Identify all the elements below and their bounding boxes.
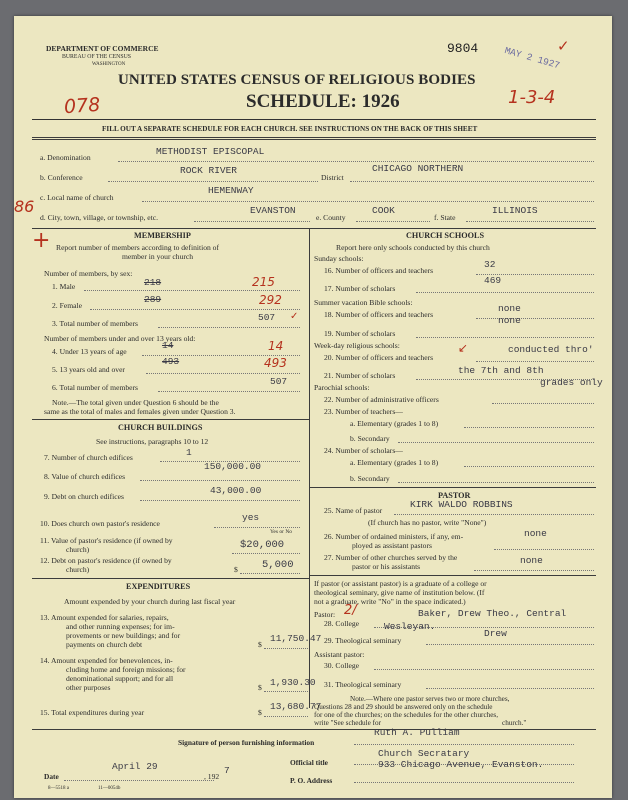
q3-value: 507 bbox=[258, 312, 276, 323]
main-title: UNITED STATES CENSUS OF RELIGIOUS BODIES bbox=[118, 72, 476, 88]
q13-label-2: and other running expenses; for im- bbox=[66, 622, 175, 631]
q30-label: 30. College bbox=[324, 661, 360, 670]
q1-old-value: 218 bbox=[144, 277, 162, 288]
pastor-note-3: for one of the churches; on the schedules for the other churches, bbox=[314, 711, 499, 719]
conference-value: ROCK RIVER bbox=[180, 165, 238, 176]
q21-value: the 7th and 8th bbox=[458, 365, 544, 376]
district-label: District bbox=[321, 173, 344, 182]
q4-value: 14 bbox=[268, 339, 284, 353]
district-value: CHICAGO NORTHERN bbox=[372, 163, 464, 174]
county-label: e. County bbox=[316, 213, 346, 222]
q18-label: 18. Number of officers and teachers bbox=[324, 310, 434, 319]
buildings-heading: CHURCH BUILDINGS bbox=[118, 423, 203, 432]
q9-value: 43,000.00 bbox=[210, 485, 262, 496]
q4-old-value: 14 bbox=[162, 340, 174, 351]
instruction-line: FILL OUT A SEPARATE SCHEDULE FOR EACH CHURCH. SEE INSTRUCTIONS ON THE BACK OF THIS SHEET bbox=[102, 125, 478, 133]
city-value: EVANSTON bbox=[250, 205, 296, 216]
q23b-label: b. Secondary bbox=[350, 434, 390, 443]
q13-dollar: $ bbox=[258, 640, 262, 649]
q22-label: 22. Number of administrative officers bbox=[324, 395, 439, 404]
q3-check: ✓ bbox=[290, 311, 299, 322]
q21-label: 21. Number of scholars bbox=[324, 371, 396, 380]
pastor-mark: 2/ bbox=[344, 603, 357, 618]
q12-value: 5,000 bbox=[262, 559, 294, 571]
q27-value: none bbox=[520, 555, 543, 566]
denomination-value: METHODIST EPISCOPAL bbox=[156, 146, 265, 157]
buildings-intro: See instructions, paragraphs 10 to 12 bbox=[96, 437, 209, 446]
denomination-label: a. Denomination bbox=[40, 153, 91, 162]
q18-value-2: none bbox=[498, 315, 521, 326]
date-label: Date bbox=[44, 772, 59, 781]
q2-value: 292 bbox=[259, 293, 282, 307]
q1-label: 1. Male bbox=[52, 282, 76, 291]
q5-value: 493 bbox=[264, 356, 287, 370]
by-sex-label: Number of members, by sex: bbox=[44, 269, 133, 278]
check-mark: ✓ bbox=[557, 37, 570, 55]
church-name-value: HEMENWAY bbox=[208, 185, 254, 196]
red-cross-mark: + bbox=[32, 228, 51, 253]
q7-label: 7. Number of church edifices bbox=[44, 453, 133, 462]
q21-value-2: grades only bbox=[540, 377, 603, 388]
q12-label-2: church) bbox=[66, 565, 90, 574]
q15-label: 15. Total expenditures during year bbox=[40, 708, 145, 717]
q26-value: none bbox=[524, 528, 547, 539]
q28-label: 28. College bbox=[324, 619, 360, 628]
q18-value: none bbox=[498, 303, 521, 314]
q14-dollar: $ bbox=[258, 683, 262, 692]
parochial-label: Parochial schools: bbox=[314, 383, 370, 392]
graduate-note-2: theological seminary, give name of institution below. (If bbox=[314, 588, 485, 597]
membership-note: Note.—The total given under Question 6 should be the bbox=[52, 398, 219, 407]
date-received-stamp: MAY 2 1927 bbox=[503, 45, 562, 72]
q5-label: 5. 13 years old and over bbox=[52, 365, 125, 374]
q31-label: 31. Theological seminary bbox=[324, 680, 402, 689]
church-name-label: c. Local name of church bbox=[40, 193, 114, 202]
membership-note-2: same as the total of males and females given under Question 3. bbox=[44, 407, 236, 416]
q11-label-2: church) bbox=[66, 545, 90, 554]
q2-label: 2. Female bbox=[52, 301, 82, 310]
sunday-label: Sunday schools: bbox=[314, 254, 364, 263]
q3-label: 3. Total number of members bbox=[52, 319, 139, 328]
q7-value: 1 bbox=[186, 447, 192, 458]
q1-value: 215 bbox=[252, 275, 275, 289]
q8-label: 8. Value of church edifices bbox=[44, 472, 126, 481]
po-address-label: P. O. Address bbox=[290, 776, 333, 785]
city-label: d. City, town, village, or township, etc. bbox=[40, 213, 159, 222]
year-prefix: , 192 bbox=[204, 772, 220, 781]
q16-value: 32 bbox=[484, 259, 496, 270]
census-schedule-page bbox=[14, 16, 612, 798]
membership-heading: MEMBERSHIP bbox=[134, 231, 191, 240]
form-number: 9804 bbox=[447, 41, 479, 56]
assistant-label: Assistant pastor: bbox=[314, 650, 365, 659]
pastor-note-2: Questions 28 and 29 should be answered only on the schedule bbox=[314, 703, 493, 711]
q11-label: 11. Value of pastor's residence (if owned by bbox=[40, 536, 173, 545]
q8-value: 150,000.00 bbox=[204, 461, 262, 472]
q20-arrow-mark: ↙ bbox=[458, 341, 469, 355]
official-title-value: Church Secratary bbox=[378, 748, 470, 759]
q28-value: Baker, Drew Theo., Central bbox=[418, 608, 567, 619]
q15-dollar: $ bbox=[258, 708, 262, 717]
membership-intro: Report number of members according to definition of bbox=[56, 243, 220, 252]
county-value: COOK bbox=[372, 205, 395, 216]
q14-label-2: cluding home and foreign missions; for bbox=[66, 665, 186, 674]
membership-intro-2: member in your church bbox=[122, 252, 194, 261]
q25-label: 25. Name of pastor bbox=[324, 506, 383, 515]
q10-value: yes bbox=[242, 512, 260, 523]
q14-value: 1,930.30 bbox=[270, 677, 316, 688]
year-value: 7 bbox=[224, 765, 230, 776]
graduate-note-3: not a graduate, write "No" in the space indicated.) bbox=[314, 597, 466, 606]
q24-label: 24. Number of scholars— bbox=[324, 446, 403, 455]
q25-note: (If church has no pastor, write "None") bbox=[368, 518, 487, 527]
q24a-label: a. Elementary (grades 1 to 8) bbox=[350, 458, 439, 467]
weekday-label: Week-day religious schools: bbox=[314, 341, 400, 350]
q23-label: 23. Number of teachers— bbox=[324, 407, 403, 416]
q26-label-2: ployed as assistant pastors bbox=[352, 541, 432, 550]
bureau-title: BUREAU OF THE CENSUS bbox=[62, 54, 131, 60]
q14-label-4: other purposes bbox=[66, 683, 111, 692]
date-value: April 29 bbox=[112, 761, 158, 772]
q13-label-4: payments on church debt bbox=[66, 640, 143, 649]
expenditures-intro: Amount expended by your church during last fiscal year bbox=[64, 597, 236, 606]
q9-label: 9. Debt on church edifices bbox=[44, 492, 124, 501]
q26-label: 26. Number of ordained ministers, if any, em- bbox=[324, 532, 464, 541]
note-code-134: 1-3-4 bbox=[508, 87, 556, 108]
pastor-label: Pastor: bbox=[314, 610, 336, 619]
signature-label: Signature of person furnishing information bbox=[178, 738, 315, 747]
q29-value: Drew bbox=[484, 628, 507, 639]
q12-label: 12. Debt on pastor's residence (if owned by bbox=[40, 556, 172, 565]
graduate-note: If pastor (or assistant pastor) is a graduate of a college or bbox=[314, 579, 487, 588]
po-address-value: 933 Chicago Avenue, Evanston. bbox=[378, 759, 544, 770]
q29-label: 29. Theological seminary bbox=[324, 636, 402, 645]
signature-value: Ruth A. Pulliam bbox=[374, 727, 460, 738]
q27-label-2: pastor or his assistants bbox=[352, 562, 421, 571]
yes-no-caption: Yes or No bbox=[270, 529, 293, 535]
form-code-1: 8—5518 a bbox=[48, 786, 69, 791]
pastor-note-4: write "See schedule for bbox=[314, 719, 381, 727]
q13-label-3: provements or new buildings; and for bbox=[66, 631, 181, 640]
q15-value: 13,680.77 bbox=[270, 701, 322, 712]
q11-value: $20,000 bbox=[240, 539, 285, 551]
note-code-078: 078 bbox=[63, 93, 101, 119]
q24b-label: b. Secondary bbox=[350, 474, 390, 483]
q19-label: 19. Number of scholars bbox=[324, 329, 396, 338]
q28-value-2: Wesleyan. bbox=[384, 621, 436, 632]
summer-label: Summer vacation Bible schools: bbox=[314, 298, 413, 307]
pastor-note-5: church." bbox=[502, 719, 527, 727]
city-title: WASHINGTON bbox=[92, 62, 126, 67]
q6-label: 6. Total number of members bbox=[52, 383, 139, 392]
expenditures-heading: EXPENDITURES bbox=[126, 582, 191, 591]
q20-label: 20. Number of officers and teachers bbox=[324, 353, 434, 362]
q20-value: conducted thro' bbox=[508, 344, 594, 355]
q14-label: 14. Amount expended for benevolences, in- bbox=[40, 656, 173, 665]
note-code-86: 86 bbox=[14, 197, 35, 216]
schools-heading: CHURCH SCHOOLS bbox=[406, 231, 485, 240]
q12-dollar: $ bbox=[234, 565, 238, 574]
q13-label: 13. Amount expended for salaries, repairs, bbox=[40, 613, 169, 622]
q17-label: 17. Number of scholars bbox=[324, 284, 396, 293]
q2-old-value: 289 bbox=[144, 294, 162, 305]
department-title: DEPARTMENT OF COMMERCE bbox=[46, 44, 159, 53]
schedule-title: SCHEDULE: 1926 bbox=[246, 91, 400, 112]
conference-label: b. Conference bbox=[40, 173, 83, 182]
under-over-label: Number of members under and over 13 years old: bbox=[44, 334, 196, 343]
state-value: ILLINOIS bbox=[492, 205, 538, 216]
q6-value: 507 bbox=[270, 376, 288, 387]
q13-value: 11,750.47 bbox=[270, 633, 322, 644]
pastor-note: Note.—Where one pastor serves two or more churches, bbox=[350, 695, 510, 703]
state-label: f. State bbox=[434, 213, 456, 222]
form-code-2: 11—0054b bbox=[98, 786, 121, 791]
official-title-label: Official title bbox=[290, 758, 328, 767]
q14-label-3: denominational support; and for all bbox=[66, 674, 174, 683]
q25-value: KIRK WALDO ROBBINS bbox=[410, 499, 513, 510]
q10-label: 10. Does church own pastor's residence bbox=[40, 519, 160, 528]
schools-intro: Report here only schools conducted by this church bbox=[336, 243, 490, 252]
q27-label: 27. Number of other churches served by the bbox=[324, 553, 458, 562]
q5-old-value: 493 bbox=[162, 356, 180, 367]
q23a-label: a. Elementary (grades 1 to 8) bbox=[350, 419, 439, 428]
q4-label: 4. Under 13 years of age bbox=[52, 347, 127, 356]
q17-value: 469 bbox=[484, 275, 502, 286]
q16-label: 16. Number of officers and teachers bbox=[324, 266, 434, 275]
pastor-heading: PASTOR bbox=[438, 491, 471, 500]
